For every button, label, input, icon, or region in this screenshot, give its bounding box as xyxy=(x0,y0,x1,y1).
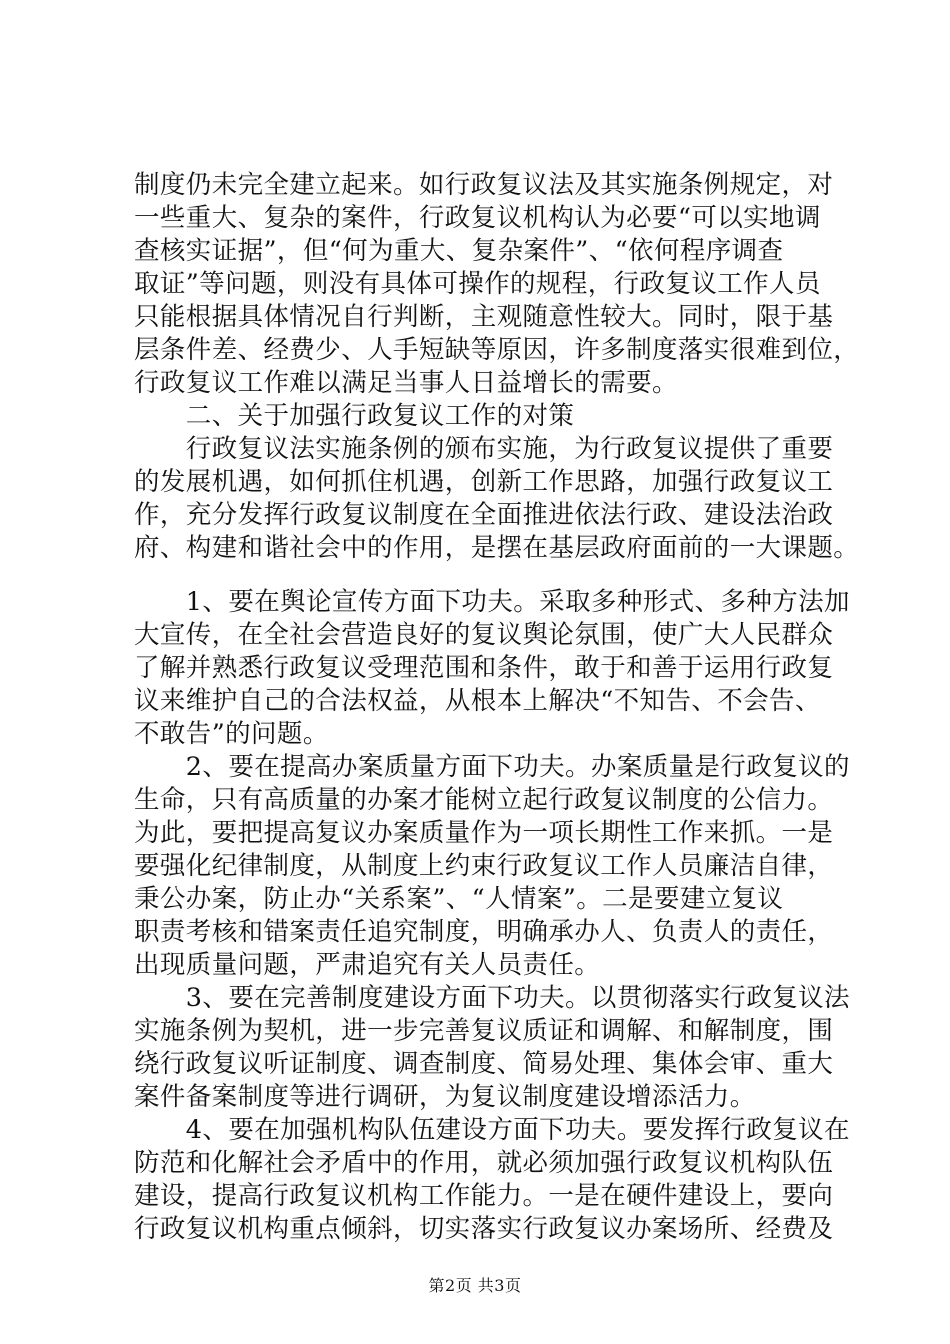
text-line: 一些重大、复杂的案件，行政复议机构认为必要“可以实地调 xyxy=(134,203,821,233)
text-line: 取证”等问题，则没有具体可操作的规程，行政复议工作人员 xyxy=(134,269,821,299)
text-line: 查核实证据”，但“何为重大、复杂案件”、“依何程序调查 xyxy=(134,236,784,266)
text-line: 2、要在提高办案质量方面下功夫。办案质量是行政复议的 xyxy=(134,752,850,782)
text-line: 1、要在舆论宣传方面下功夫。采取多种形式、多种方法加 xyxy=(134,587,850,617)
text-line: 府、构建和谐社会中的作用，是摆在基层政府面前的一大课题。 xyxy=(134,533,860,563)
text-line: 行政复议机构重点倾斜，切实落实行政复议办案场所、经费及 xyxy=(134,1214,834,1244)
text-line: 了解并熟悉行政复议受理范围和条件，敢于和善于运用行政复 xyxy=(134,653,834,683)
text-line: 生命，只有高质量的办案才能树立起行政复议制度的公信力。 xyxy=(134,785,834,815)
text-line: 制度仍未完全建立起来。如行政复议法及其实施条例规定，对 xyxy=(134,170,834,200)
page-number: 第2页 共3页 xyxy=(428,1276,522,1295)
text-line: 行政复议法实施条例的颁布实施，为行政复议提供了重要 xyxy=(134,434,834,464)
text-line: 防范和化解社会矛盾中的作用，就必须加强行政复议机构队伍 xyxy=(134,1148,834,1178)
text-line: 秉公办案，防止办“关系案”、“人情案”。二是要建立复议 xyxy=(134,884,784,914)
section-heading: 二、关于加强行政复议工作的对策 xyxy=(134,401,575,431)
text-line: 作，充分发挥行政复议制度在全面推进依法行政、建设法治政 xyxy=(134,500,834,530)
text-line: 议来维护自己的合法权益，从根本上解决“不知告、不会告、 xyxy=(134,686,821,716)
text-line: 不敢告”的问题。 xyxy=(134,719,329,749)
text-line: 要强化纪律制度，从制度上约束行政复议工作人员廉洁自律， xyxy=(134,851,834,881)
text-line: 建设，提高行政复议机构工作能力。一是在硬件建设上，要向 xyxy=(134,1181,834,1211)
text-line: 出现质量问题，严肃追究有关人员责任。 xyxy=(134,950,601,980)
text-line: 案件备案制度等进行调研，为复议制度建设增添活力。 xyxy=(134,1082,756,1112)
text-line: 的发展机遇，如何抓住机遇，创新工作思路，加强行政复议工 xyxy=(134,467,834,497)
text-line: 职责考核和错案责任追究制度，明确承办人、负责人的责任， xyxy=(134,917,834,947)
text-line: 4、要在加强机构队伍建设方面下功夫。要发挥行政复议在 xyxy=(134,1115,850,1145)
text-line: 行政复议工作难以满足当事人日益增长的需要。 xyxy=(134,368,678,398)
text-line: 层条件差、经费少、人手短缺等原因，许多制度落实很难到位， xyxy=(134,335,860,365)
text-line: 绕行政复议听证制度、调查制度、简易处理、集体会审、重大 xyxy=(134,1049,834,1079)
text-line: 大宣传，在全社会营造良好的复议舆论氛围，使广大人民群众 xyxy=(134,620,834,650)
text-line: 3、要在完善制度建设方面下功夫。以贯彻落实行政复议法 xyxy=(134,983,850,1013)
text-line: 只能根据具体情况自行判断，主观随意性较大。同时，限于基 xyxy=(134,302,834,332)
text-line: 实施条例为契机，进一步完善复议质证和调解、和解制度，围 xyxy=(134,1016,834,1046)
text-line: 为此，要把提高复议办案质量作为一项长期性工作来抓。一是 xyxy=(134,818,834,848)
